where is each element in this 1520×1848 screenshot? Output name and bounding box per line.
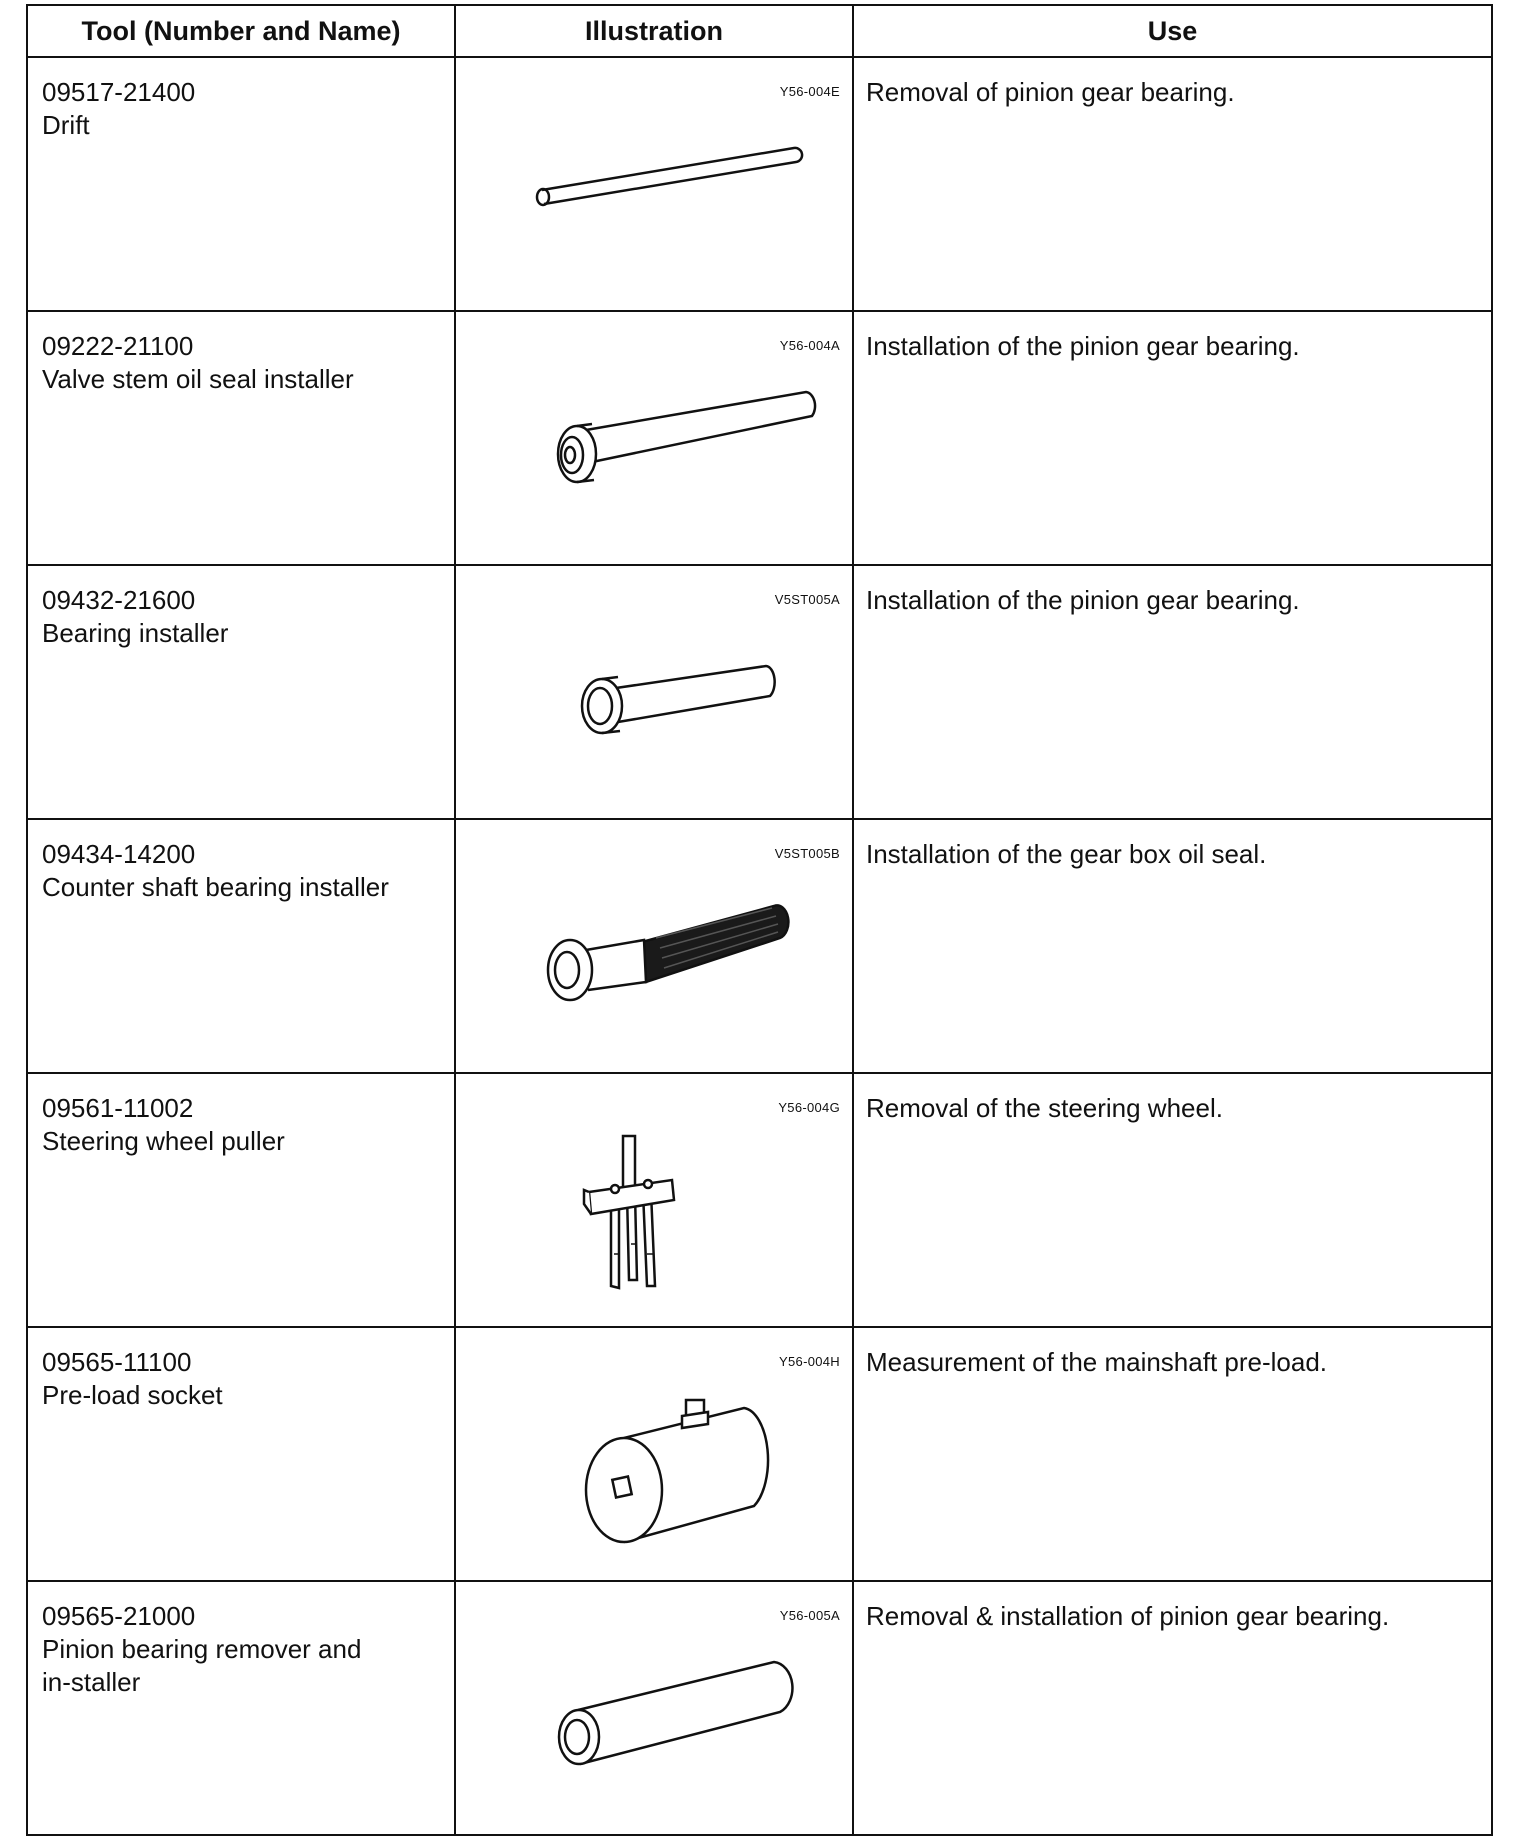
use-cell — [853, 311, 1492, 565]
table-row — [27, 311, 1492, 565]
pinion-bearing-tool-icon — [456, 1582, 852, 1834]
figure-code: V5ST005B — [774, 846, 840, 861]
use-cell — [853, 819, 1492, 1073]
tool-name: Pre-load socket — [42, 1380, 223, 1410]
table-row — [27, 57, 1492, 311]
figure-code: Y56-004A — [779, 338, 840, 353]
table-row — [27, 1581, 1492, 1835]
seal-installer-icon — [456, 312, 852, 564]
tool-cell — [27, 1327, 455, 1581]
tool-name: Bearing installer — [42, 618, 229, 648]
tool-cell — [27, 819, 455, 1073]
tool-cell — [27, 57, 455, 311]
table-header-row — [27, 5, 1492, 57]
tool-cell — [27, 565, 455, 819]
tool-cell — [27, 1073, 455, 1327]
use-cell — [853, 1073, 1492, 1327]
figure-code: Y56-005A — [779, 1608, 840, 1623]
use-cell — [853, 1581, 1492, 1835]
table-row — [27, 565, 1492, 819]
tool-number: 09222-21100 — [42, 331, 194, 361]
tool-name: Counter shaft bearing installer — [42, 872, 389, 902]
tool-number: 09565-11100 — [42, 1347, 192, 1377]
special-tools-table — [26, 4, 1493, 1836]
tool-number: 09434-14200 — [42, 839, 196, 869]
figure-code: Y56-004G — [778, 1100, 840, 1115]
figure-code: V5ST005A — [774, 592, 840, 607]
use-cell — [853, 565, 1492, 819]
tool-number: 09561-11002 — [42, 1093, 194, 1123]
table-row — [27, 1073, 1492, 1327]
tool-number: 09432-21600 — [42, 585, 196, 615]
use-text: Removal & installation of pinion gear bearing. — [866, 1601, 1390, 1631]
illustration-cell — [455, 311, 853, 565]
use-cell — [853, 57, 1492, 311]
table-row — [27, 819, 1492, 1073]
tool-name: Drift — [42, 110, 90, 140]
illustration-cell — [455, 1073, 853, 1327]
use-text: Removal of the steering wheel. — [866, 1093, 1223, 1123]
tool-cell — [27, 311, 455, 565]
use-text: Installation of the pinion gear bearing. — [866, 585, 1300, 615]
illustration-cell — [455, 819, 853, 1073]
preload-socket-icon — [456, 1328, 852, 1580]
illustration-cell — [455, 1327, 853, 1581]
use-text: Measurement of the mainshaft pre-load. — [866, 1347, 1328, 1377]
use-text: Removal of pinion gear bearing. — [866, 77, 1235, 107]
illustration-cell — [455, 57, 853, 311]
bearing-installer-icon — [456, 566, 852, 818]
use-cell — [853, 1327, 1492, 1581]
tool-number: 09517-21400 — [42, 77, 196, 107]
tool-cell — [27, 1581, 455, 1835]
tool-name: Pinion bearing remover and in-staller — [42, 1634, 362, 1697]
steering-wheel-puller-icon — [456, 1074, 852, 1326]
header-illustration: Illustration — [455, 5, 853, 57]
counter-shaft-installer-icon — [456, 820, 852, 1072]
illustration-cell — [455, 565, 853, 819]
tool-name: Valve stem oil seal installer — [42, 364, 354, 394]
tool-number: 09565-21000 — [42, 1601, 196, 1631]
tool-name: Steering wheel puller — [42, 1126, 285, 1156]
figure-code: Y56-004H — [779, 1354, 840, 1369]
header-use: Use — [853, 5, 1492, 57]
figure-code: Y56-004E — [779, 84, 840, 99]
special-tools-sheet — [26, 4, 1491, 1836]
drift-rod-icon — [456, 58, 852, 310]
table-row — [27, 1327, 1492, 1581]
use-text: Installation of the gear box oil seal. — [866, 839, 1267, 869]
illustration-cell — [455, 1581, 853, 1835]
use-text: Installation of the pinion gear bearing. — [866, 331, 1300, 361]
header-tool: Tool (Number and Name) — [27, 5, 455, 57]
